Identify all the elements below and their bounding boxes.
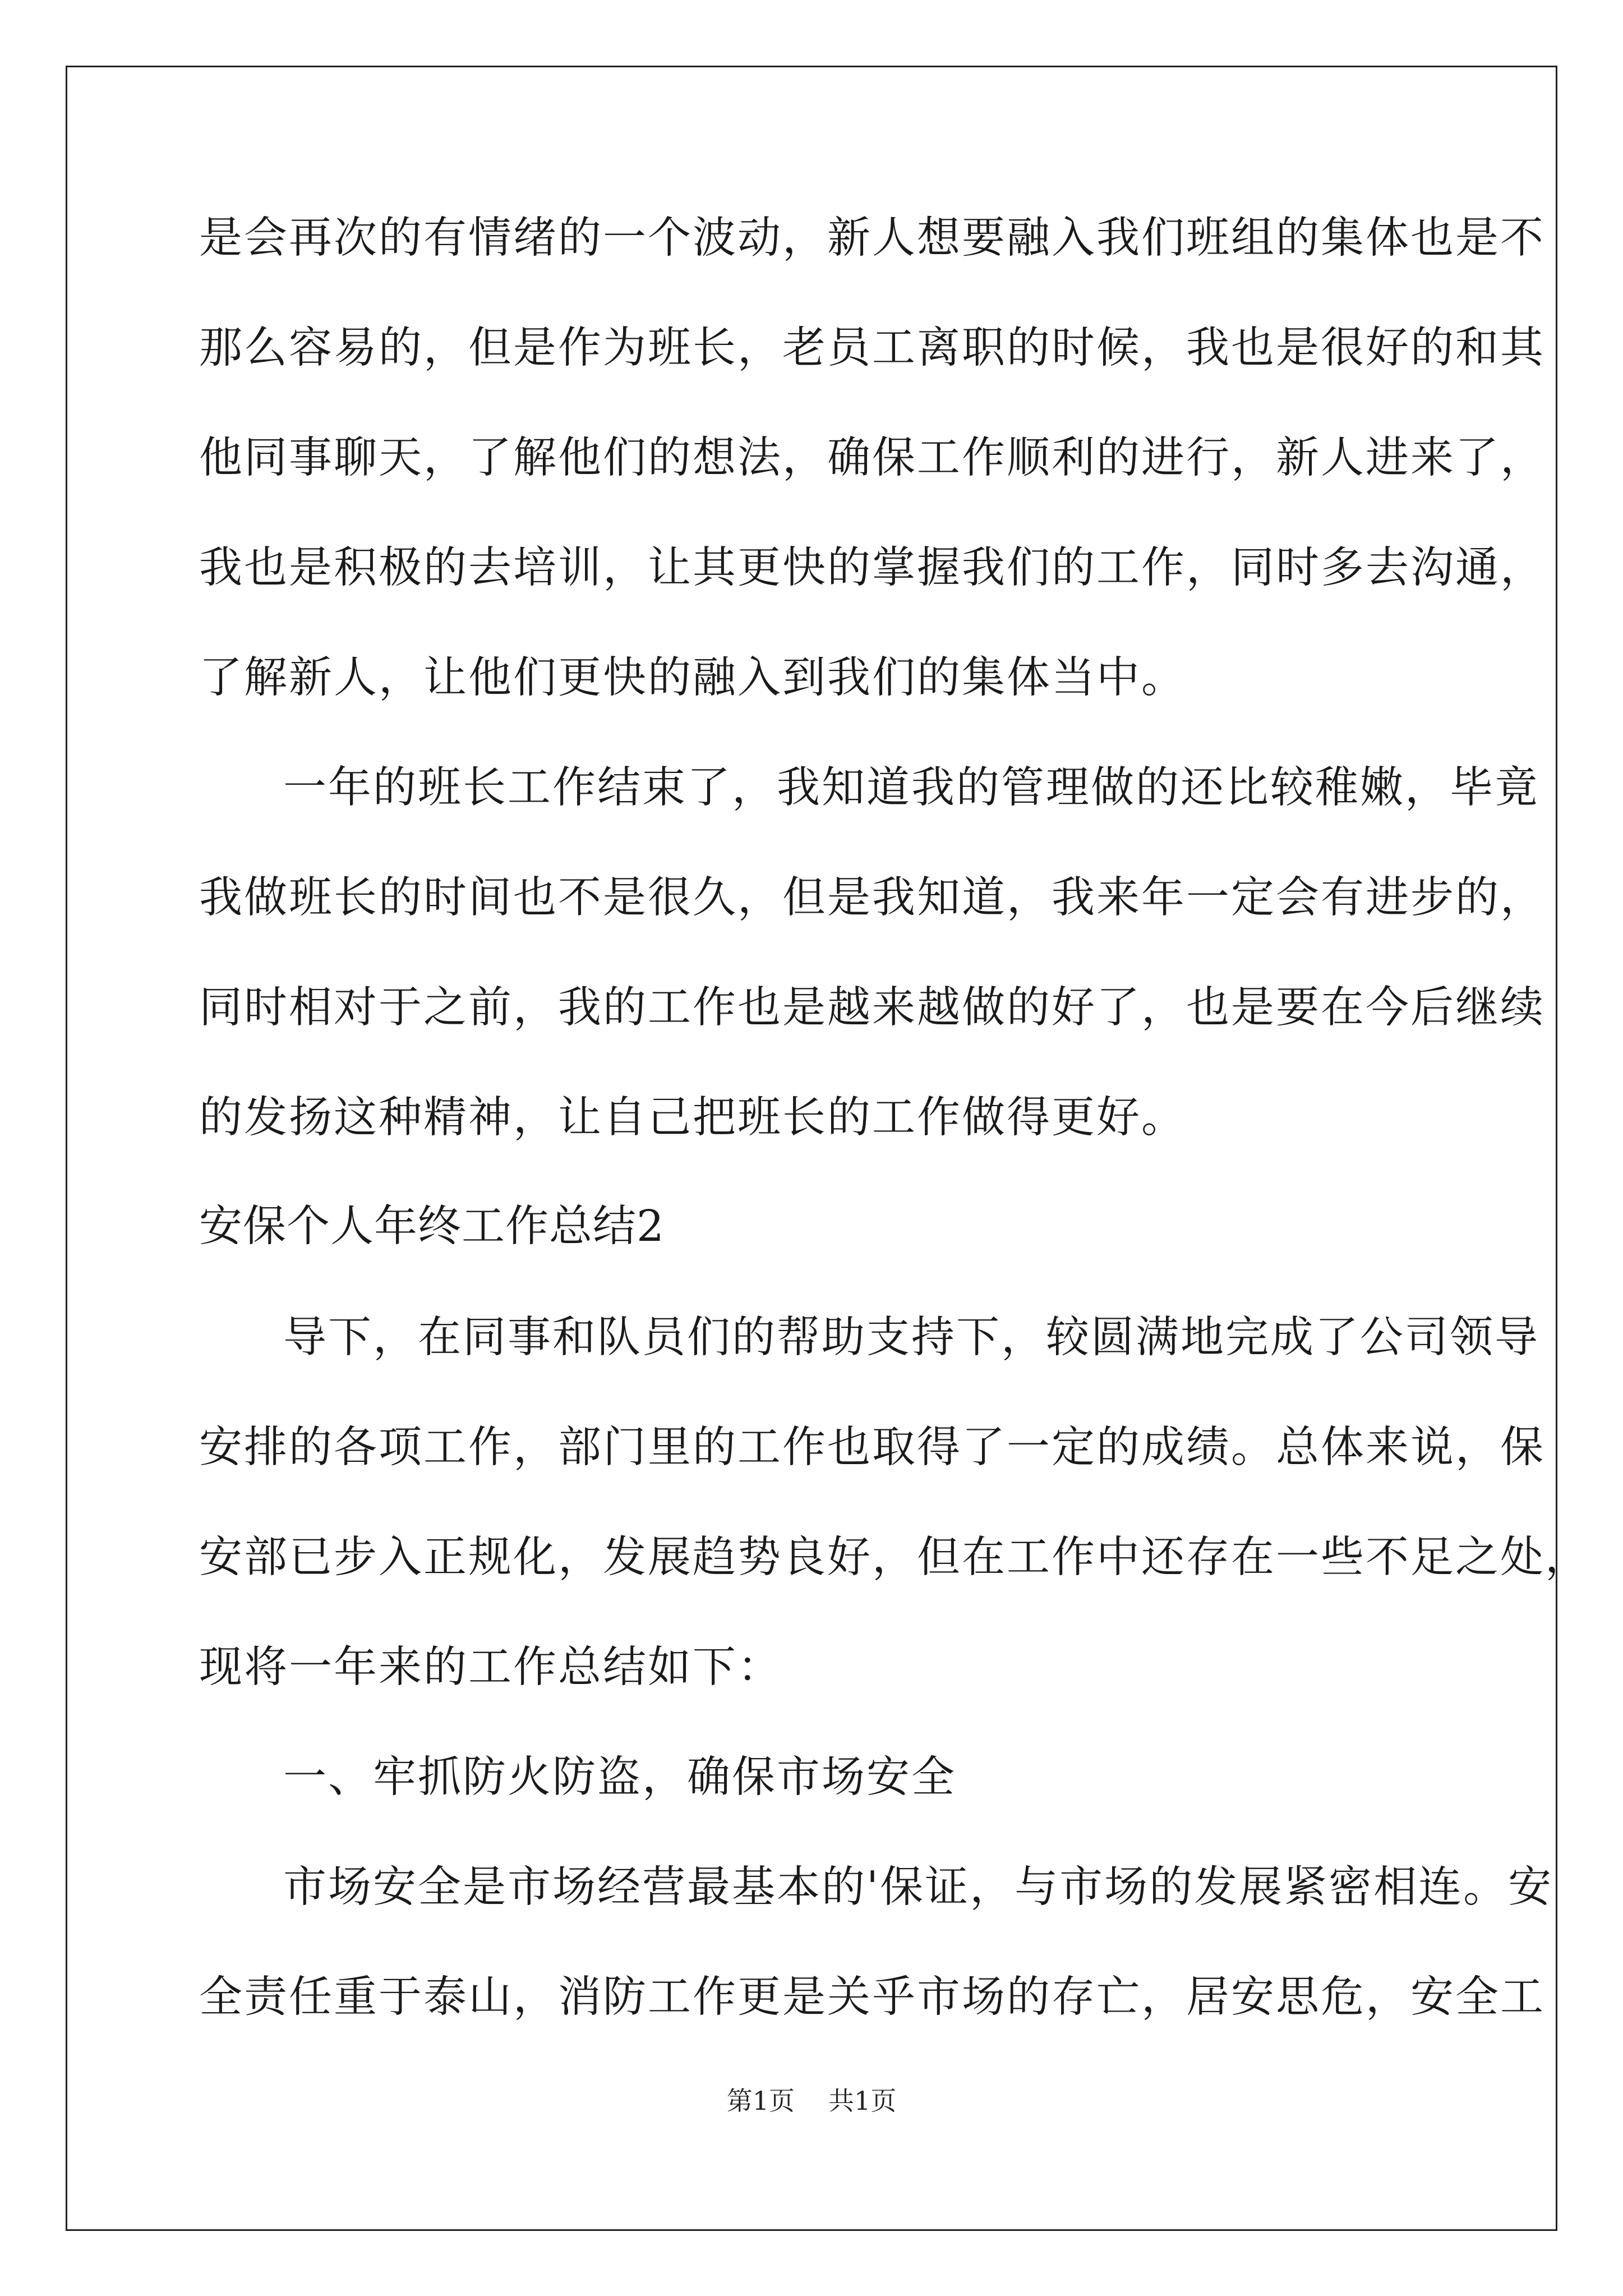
text-line: 导下，在同事和队员们的帮助支持下，较圆满地完成了公司领导 — [283, 1313, 1539, 1363]
text-line: 全责任重于泰山，消防工作更是关乎市场的存亡，居安思危，安全工 — [199, 1972, 1545, 2022]
page-footer — [0, 2084, 1623, 2118]
text-line: 同时相对于之前，我的工作也是越来越做的好了，也是要在今后继续 — [199, 983, 1545, 1033]
text-line: 市场安全是市场经营最基本的'保证，与市场的发展紧密相连。安 — [283, 1862, 1553, 1912]
page-number: 第1页 — [726, 2086, 795, 2116]
section-title: 安保个人年终工作总结2 — [199, 1202, 665, 1251]
subheading: 一、牢抓防火防盗，确保市场安全 — [283, 1752, 956, 1802]
text-line: 现将一年来的工作总结如下： — [199, 1642, 782, 1692]
text-line: 安排的各项工作，部门里的工作也取得了一定的成绩。总体来说，保 — [199, 1423, 1545, 1473]
text-line: 我做班长的时间也不是很久，但是我知道，我来年一定会有进步的， — [199, 873, 1545, 923]
page-total: 共1页 — [828, 2086, 897, 2116]
text-line: 一年的班长工作结束了，我知道我的管理做的还比较稚嫩，毕竟 — [283, 763, 1539, 813]
text-line: 我也是积极的去培训，让其更快的掌握我们的工作，同时多去沟通， — [199, 543, 1545, 593]
text-line: 是会再次的有情绪的一个波动，新人想要融入我们班组的集体也是不 — [199, 213, 1545, 263]
text-line: 了解新人，让他们更快的融入到我们的集体当中。 — [199, 653, 1186, 703]
text-line: 那么容易的，但是作为班长，老员工离职的时候，我也是很好的和其 — [199, 323, 1545, 373]
text-line: 的发扬这种精神，让自己把班长的工作做得更好。 — [199, 1093, 1186, 1143]
text-line: 他同事聊天，了解他们的想法，确保工作顺利的进行，新人进来了， — [199, 433, 1545, 483]
text-line: 安部已步入正规化，发展趋势良好，但在工作中还存在一些不足之处， — [199, 1533, 1590, 1582]
